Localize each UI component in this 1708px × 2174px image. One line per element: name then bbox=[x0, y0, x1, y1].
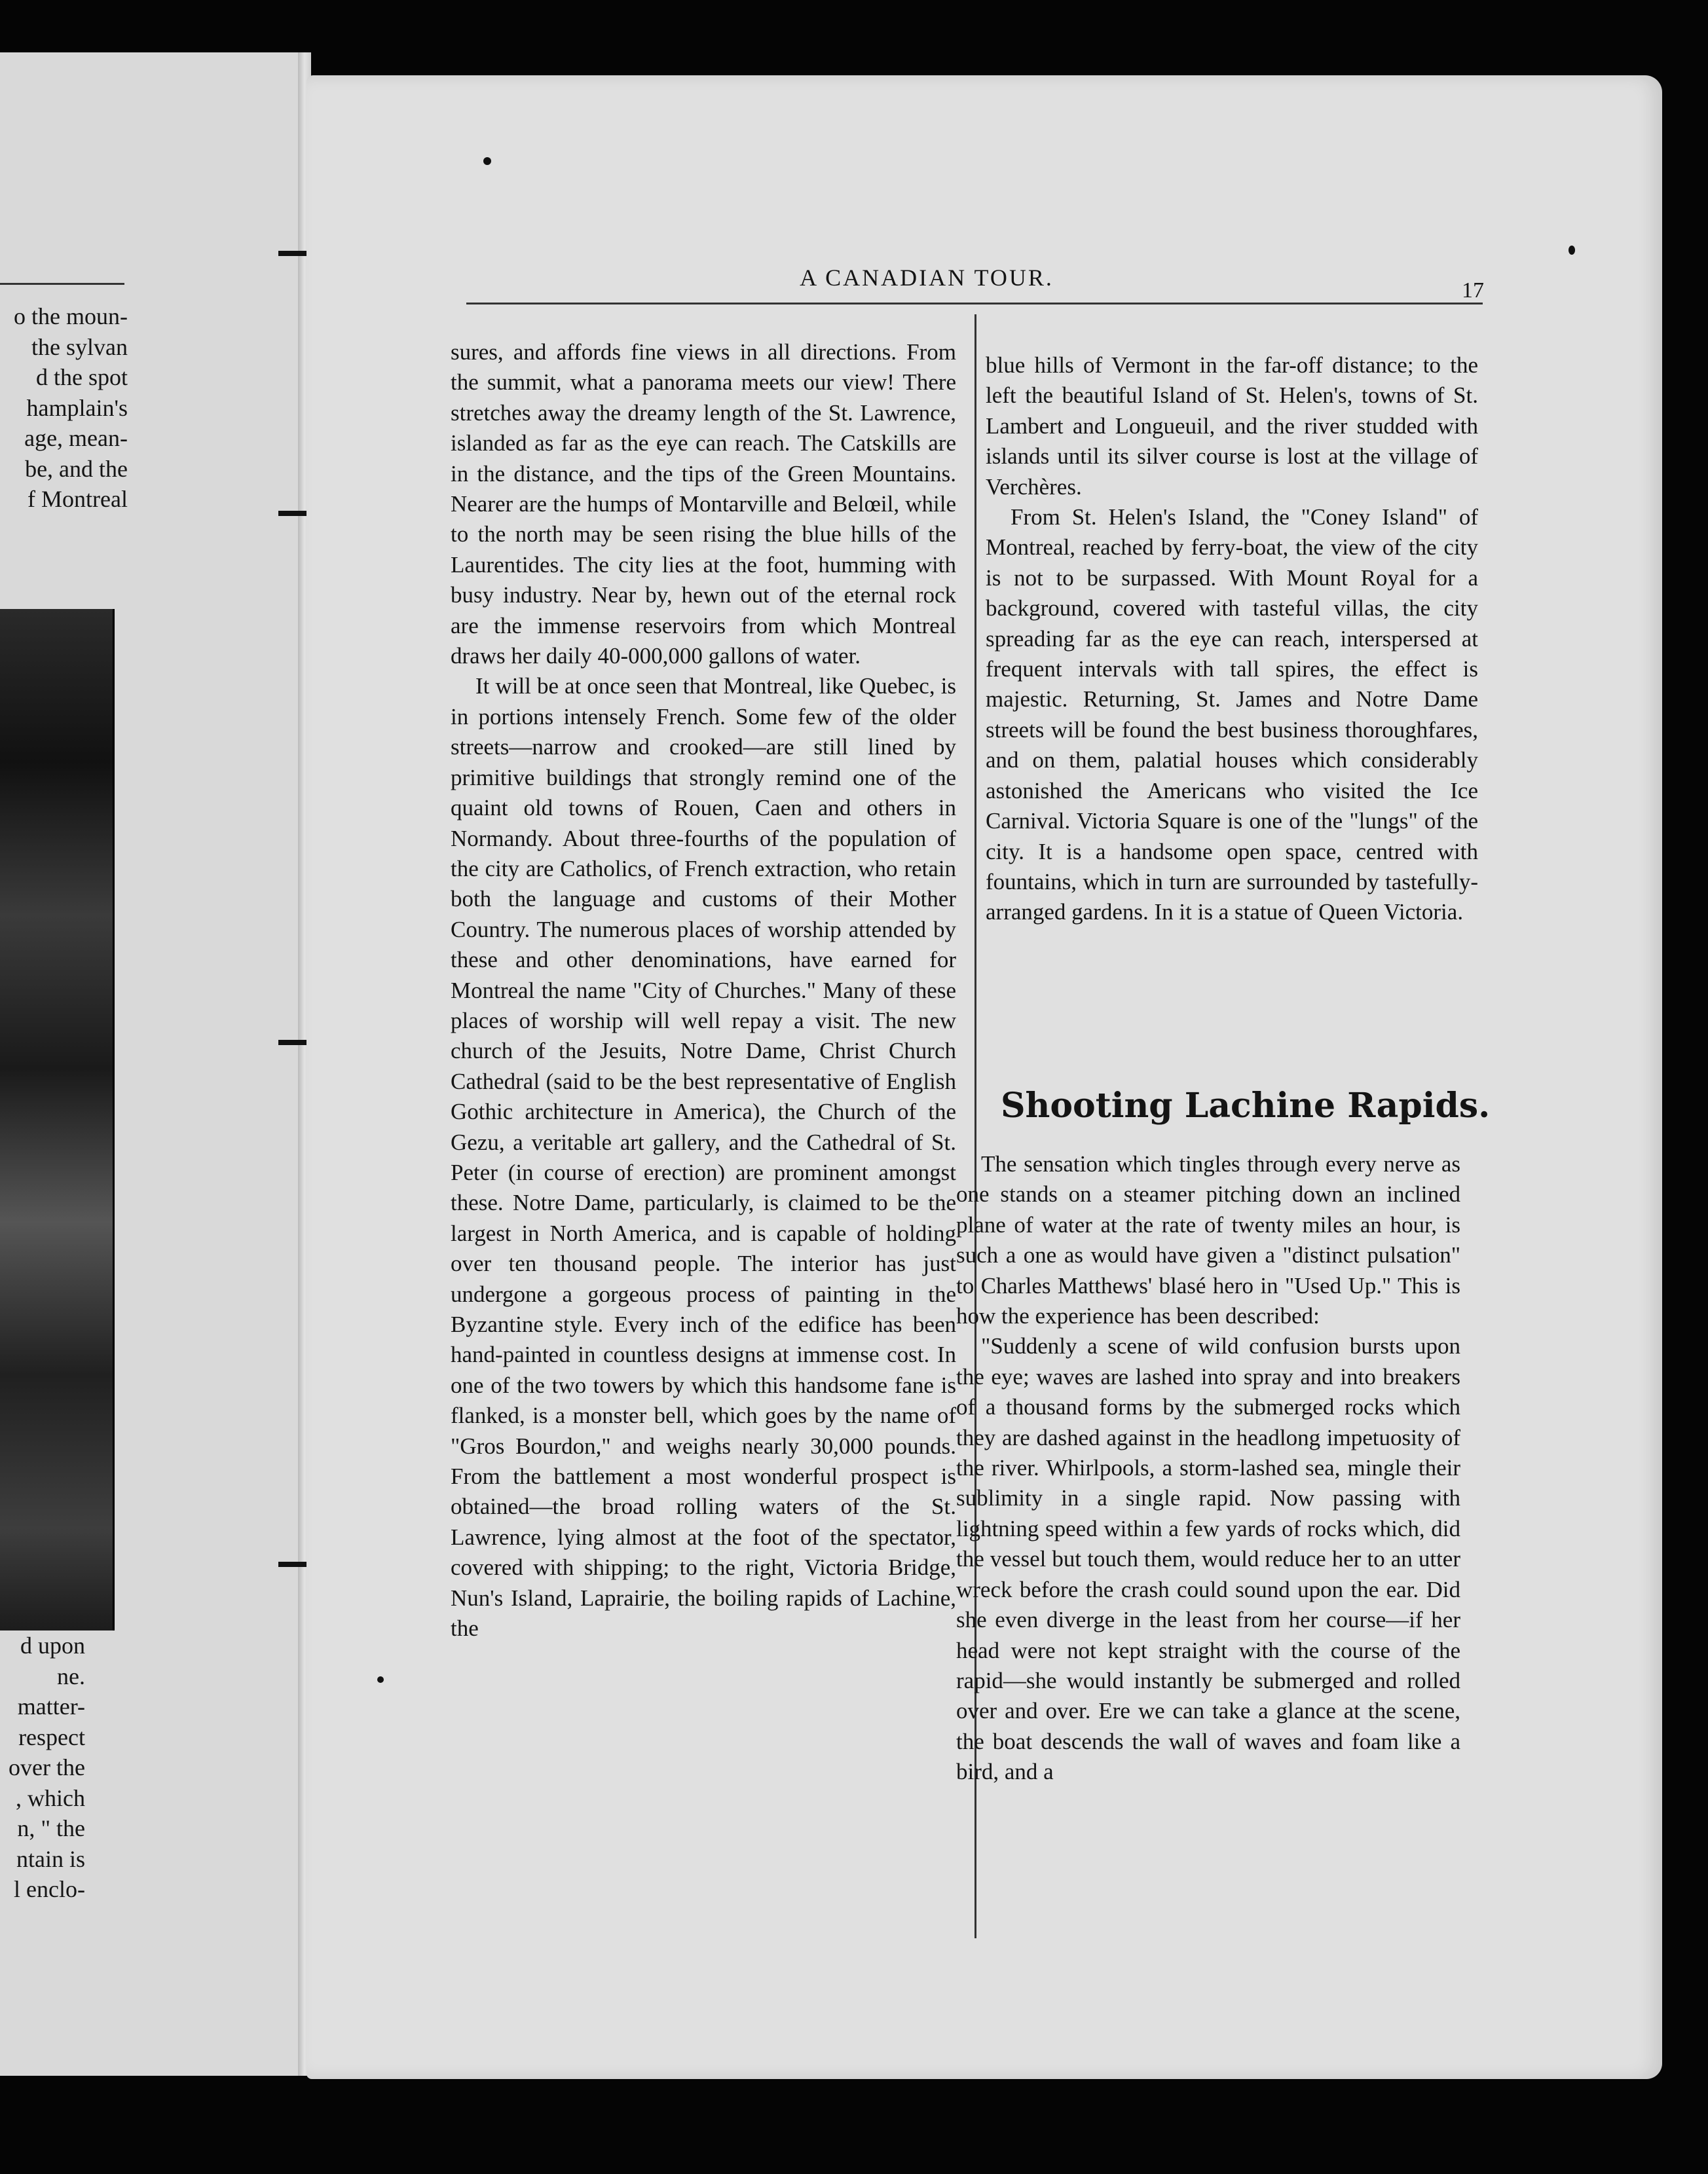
left-line: age, mean- bbox=[24, 425, 128, 451]
left-line: respect bbox=[18, 1723, 85, 1750]
left-line: ntain is bbox=[16, 1845, 85, 1872]
binding-stitch bbox=[278, 511, 307, 516]
ink-speck bbox=[1569, 246, 1575, 255]
right-column-bottom bbox=[956, 1149, 1460, 1788]
left-line: l enclo- bbox=[14, 1876, 85, 1902]
paragraph: From St. Helen's Island, the "Coney Island" of Montreal, reached by ferry-boat, the view of the city is not to be surpassed. With Mount Royal for a background, covered with tasteful villas, the city spreading far as the eye can reach, interspersed at frequent intervals with tall spires, the effect is majestic. Returning, St. James and Notre Dame streets will be found the best business thoroughfares, and on them, palatial houses which considerably astonished the Americans who visited the Ice Carnival. Victoria Square is one of the "lungs" of the city. It is a handsome open space, centred with fountains, which in turn are surrounded by tastefully-arranged gardens. In it is a statue of Queen Victoria. bbox=[986, 504, 1478, 925]
left-line: the sylvan bbox=[31, 333, 128, 360]
left-page-rule bbox=[0, 283, 124, 285]
left-page-text-top bbox=[0, 301, 128, 515]
left-line: d the spot bbox=[36, 364, 128, 390]
left-page-text-bottom bbox=[0, 1630, 85, 1905]
right-column-top bbox=[986, 350, 1478, 928]
left-line: matter- bbox=[17, 1693, 85, 1720]
paragraph: sures, and affords fine views in all directions. From the summit, what a panorama meets our view! There stretches away the dreamy length of the St. Lawrence, islanded as far as the eye can reach. The Catskills are in the distance, and the tips of the Green Mountains. Nearer are the humps of Montarville and Belœil, while to the north may be seen rising the blue hills of the Laurentides. The city lies at the foot, humming with busy industry. Near by, hewn out of the eternal rock are the immense reservoirs from which Montreal draws her daily 40-000,000 gallons of water. bbox=[451, 339, 956, 669]
running-head: A CANADIAN TOUR. bbox=[800, 265, 1054, 291]
binding-stitch bbox=[278, 251, 307, 256]
paragraph: The sensation which tingles through every nerve as one stands on a steamer pitching down an inclined plane of water at the rate of twenty miles an hour, is such a one as would have given a "distinct pulsation" to Charles Matthews' blasé hero in "Used Up." This is how the experience has been described: bbox=[956, 1151, 1460, 1329]
left-line: , which bbox=[16, 1784, 85, 1811]
paragraph: blue hills of Vermont in the far-off distance; to the left the beautiful Island of St. Helen's, towns of St. Lambert and Longueuil, and the river studded with islands until its silver course is lost at the village of Verchères. bbox=[986, 352, 1478, 500]
binding-stitch bbox=[278, 1040, 307, 1045]
section-title: Shooting Lachine Rapids. bbox=[1001, 1086, 1491, 1126]
left-line: ne. bbox=[57, 1663, 85, 1689]
page-number: 17 bbox=[1462, 278, 1484, 303]
left-line: o the moun- bbox=[14, 303, 128, 329]
ink-speck bbox=[377, 1676, 384, 1683]
binding-stitch bbox=[278, 1562, 307, 1567]
ink-speck bbox=[483, 157, 491, 165]
left-column bbox=[451, 337, 956, 1644]
left-page-photo bbox=[0, 609, 115, 1630]
paragraph: It will be at once seen that Montreal, like Quebec, is in portions intensely French. Some few of the older streets—narrow and crooked—are still lined by primitive buildings that strongly remind one of the quaint old towns of Rouen, Caen and others in Normandy. About three-fourths of the population of the city are Catholics, of French extraction, who retain both the language and customs of their Mother Country. The numerous places of worship attended by these and other denominations, have earned for Montreal the name "City of Churches." Many of these places of worship will well repay a visit. The new church of the Jesuits, Notre Dame, Christ Church Cathedral (said to be the best representative of English Gothic architecture in America), the Church of the Gezu, a veritable art gallery, and the Cathedral of St. Peter (in course of erection) are prominent amongst these. Notre Dame, particularly, is claimed to be the largest in North America, and is capable of holding over ten thousand people. The interior has just undergone a gorgeous process of painting in the Byzantine style. Every inch of the edifice has been hand-painted in countless designs at immense cost. In one of the two towers by which this handsome fane is flanked, is a monster bell, which goes by the name of "Gros Bourdon," and weighs nearly 30,000 pounds. From the battlement a most wonderful prospect is obtained—the broad rolling waters of the St. Lawrence, lying almost at the foot of the spectator, covered with shipping; to the right, Victoria Bridge, Nun's Island, Laprairie, the boiling rapids of Lachine, the bbox=[451, 673, 956, 1642]
left-line: hamplain's bbox=[26, 394, 128, 421]
left-line: n, " the bbox=[17, 1815, 85, 1841]
header-rule bbox=[466, 303, 1483, 304]
left-line: f Montreal bbox=[28, 486, 128, 512]
left-line: d upon bbox=[20, 1632, 85, 1659]
paragraph: "Suddenly a scene of wild confusion bursts upon the eye; waves are lashed into spray and into breakers of a thousand forms by the submerged rocks which they are dashed against in the headlong impetuosity of the river. Whirlpools, a storm-lashed sea, mingle their sublimity in a single rapid. Now passing with lightning speed within a few yards of rocks which, did the vessel but touch them, would reduce her to an utter wreck before the crash could sound upon the ear. Did she even diverge in the least from her course—if her head were not kept straight with the course of the rapid—she would instantly be submerged and rolled over and over. Ere we can take a glance at the scene, the boat descends the wall of waves and foam like a bird, and a bbox=[956, 1333, 1460, 1785]
left-line: be, and the bbox=[25, 455, 128, 482]
left-line: over the bbox=[9, 1754, 85, 1780]
